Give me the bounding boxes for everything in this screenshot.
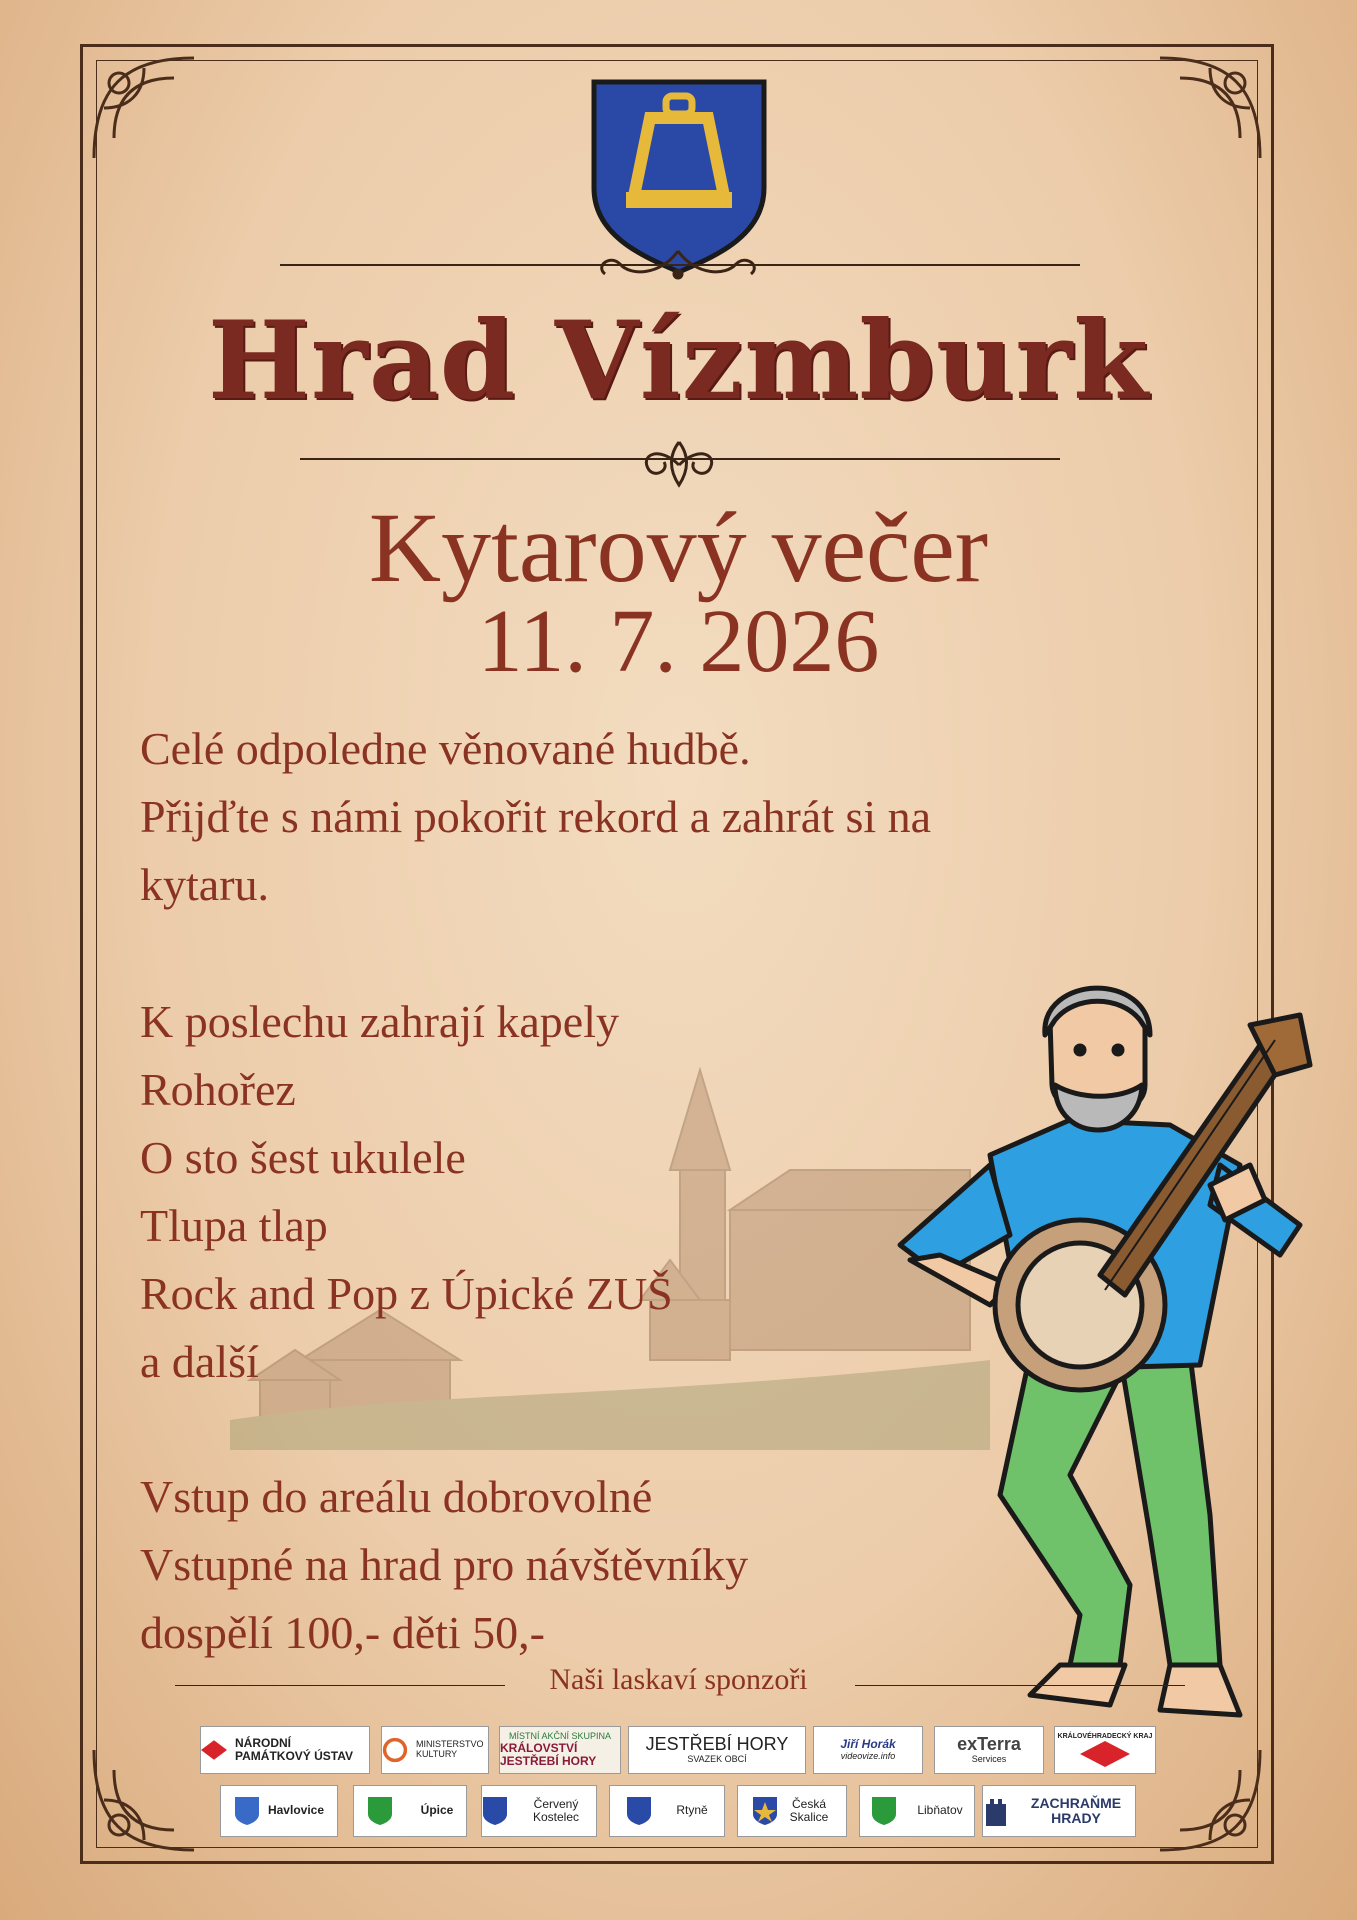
npu-logo-icon [201, 1735, 227, 1765]
mk-logo-icon [382, 1735, 408, 1765]
sponsor-logo-exterra: exTerra Services [934, 1726, 1044, 1774]
cerveny-kostelec-shield-icon [482, 1796, 508, 1826]
khk-logo-icon [1080, 1741, 1130, 1767]
corner-ornament-icon [1150, 1740, 1270, 1860]
libnatov-shield-icon [871, 1796, 897, 1826]
sponsor-logo-mk: MINISTERSTVO KULTURY [381, 1726, 489, 1774]
castle-name-title: Hrad Vízmburk [207, 298, 1150, 424]
sponsors-heading: Naši laskaví sponzoři [549, 1663, 808, 1696]
admission-line: Vstup do areálu dobrovolné [140, 1471, 653, 1522]
rtyne-shield-icon [626, 1796, 652, 1826]
sponsor-logo-havlovice: Havlovice [220, 1785, 338, 1837]
upice-shield-icon [367, 1796, 393, 1826]
intro-line: Přijďte s námi pokořit rekord a zahrát si na [140, 791, 932, 842]
bands-heading: K poslechu zahrají kapely [140, 996, 619, 1047]
event-date: 11. 7. 2026 [477, 592, 880, 691]
castle-tower-icon [983, 1796, 1009, 1826]
castle-illustration [230, 1060, 990, 1450]
banjo-player-illustration [880, 975, 1340, 1735]
admission-line: dospělí 100,- děti 50,- [140, 1607, 545, 1658]
sponsor-logo-khk: KRÁLOVÉHRADECKÝ KRAJ [1054, 1726, 1156, 1774]
admission-line: Vstupné na hrad pro návštěvníky [140, 1539, 749, 1590]
band-item: Rohořez [140, 1064, 296, 1115]
intro-line: kytaru. [140, 859, 270, 910]
band-item: Tlupa tlap [140, 1200, 328, 1251]
intro-line: Celé odpoledne věnované hudbě. [140, 723, 751, 774]
corner-ornament-icon [84, 1740, 204, 1860]
sponsor-logo-kralovstvi: MÍSTNÍ AKČNÍ SKUPINA KRÁLOVSTVÍ JESTŘEBÍ HORY [499, 1726, 621, 1774]
fleur-de-lis-icon [614, 440, 744, 490]
corner-ornament-icon [84, 48, 204, 168]
sponsor-logo-ceska-skalice: Česká Skalice [737, 1785, 847, 1837]
sponsor-logo-cerveny-kostelec: Červený Kostelec [481, 1785, 597, 1837]
havlovice-shield-icon [234, 1796, 260, 1826]
band-item: O sto šest ukulele [140, 1132, 466, 1183]
band-item: Rock and Pop z Úpické ZUŠ [140, 1268, 673, 1319]
sponsor-logo-videovize: Jiří Horák videovize.info [813, 1726, 923, 1774]
coat-of-arms-bell-icon [590, 78, 768, 274]
sponsor-logo-jestrebi-hory: JESTŘEBÍ HORY SVAZEK OBCÍ [628, 1726, 806, 1774]
sponsor-logo-rtyne: Rtyně [609, 1785, 725, 1837]
sponsor-logo-npu: NÁRODNÍ PAMÁTKOVÝ ÚSTAV [200, 1726, 370, 1774]
flourish-icon [540, 246, 816, 286]
sponsor-logo-upice: Úpice [353, 1785, 467, 1837]
sponsor-logo-libnatov: Libňatov [859, 1785, 975, 1837]
band-item: a další [140, 1336, 259, 1387]
corner-ornament-icon [1150, 48, 1270, 168]
event-title: Kytarový večer [368, 492, 989, 603]
sponsor-logo-zachranme-hrady: ZACHRAŇME HRADY [982, 1785, 1136, 1837]
ceska-skalice-shield-icon [752, 1796, 778, 1826]
